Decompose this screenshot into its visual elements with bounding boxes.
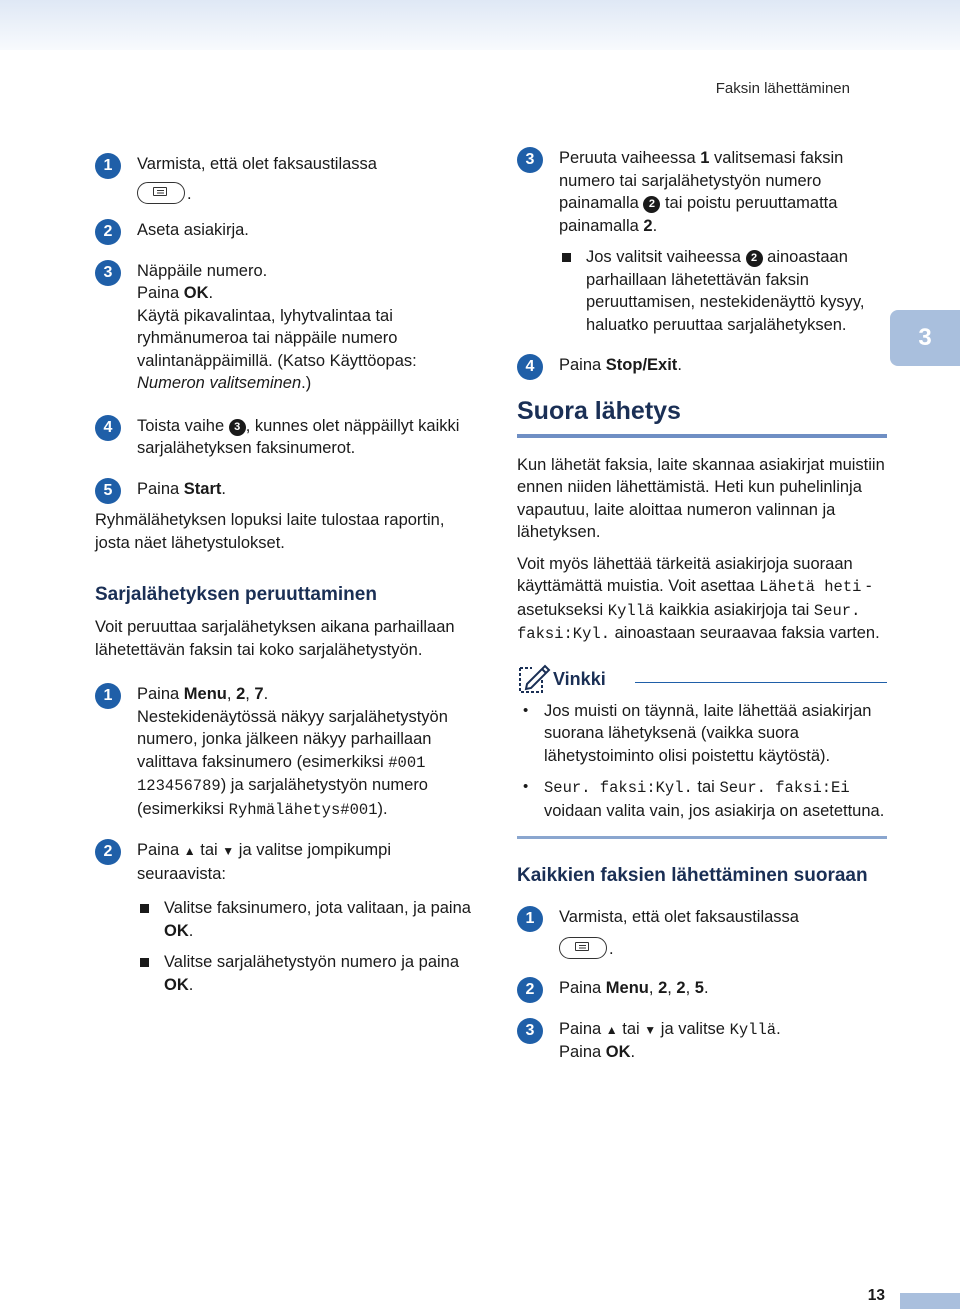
step-number: 5 xyxy=(95,478,121,504)
sub-heading: Kaikkien faksien lähettäminen suoraan xyxy=(517,865,868,886)
lcd-text: Kyllä xyxy=(607,601,655,620)
running-head: Faksin lähettäminen xyxy=(715,80,850,97)
step-tail: . xyxy=(187,184,192,203)
option-text: Valitse faksinumero, jota valitaan, ja paina xyxy=(164,899,471,917)
reference-link[interactable]: Numeron valitseminen xyxy=(137,374,302,392)
ok-key-label: OK xyxy=(164,975,189,994)
step-number: 1 xyxy=(95,683,121,709)
para-text: kaikkia asiakirjoja tai xyxy=(654,600,814,619)
step-text: Aseta asiakirja. xyxy=(137,221,249,239)
punct: . xyxy=(652,216,658,235)
page-number: 13 xyxy=(867,1287,885,1304)
page-bar xyxy=(900,1293,960,1309)
note-box xyxy=(517,662,887,840)
cancel-options xyxy=(137,897,475,996)
stop-exit-key-label: Stop/Exit xyxy=(605,356,678,374)
option-text: ainoastaan parhaillaan lähetettävän faksin peruuttamisen, nestekidenäyttö kysyy, haluatko peruuttaa sarjalähetyksen. xyxy=(586,248,865,334)
step-text: tai xyxy=(195,841,223,859)
step-number: 2 xyxy=(517,977,543,1003)
note-bottom-rule xyxy=(517,836,887,839)
step-text: , kunnes olet näppäillyt kaikki sarjalähetyksen faksinumerot. xyxy=(137,416,460,457)
para-text: -asetukseksi xyxy=(517,577,872,619)
lcd-text: Seur. faksi:Kyl. xyxy=(544,779,693,797)
step-5 xyxy=(95,478,475,501)
step-text: Varmista, että olet faksaustilassa xyxy=(137,155,377,173)
step-text: Paina xyxy=(559,356,606,374)
step-body: Käytä pikavalintaa, lyhytvalintaa tai ryhmänumeroa tai näppäile numero valintanäppäimillä. (Katso Käyttöopas: xyxy=(137,306,417,370)
lcd-text: #001 123456789 xyxy=(137,753,426,795)
step-body: ) ja sarjalähetystyön numero (esimerkiksi xyxy=(137,776,428,818)
step-number: 4 xyxy=(517,354,543,380)
option-text: Jos valitsit vaiheessa xyxy=(586,248,746,266)
header-band xyxy=(0,0,960,50)
note-rule xyxy=(635,682,887,684)
option-item xyxy=(559,246,887,336)
step-number: 1 xyxy=(95,153,121,179)
step-number: 3 xyxy=(95,260,121,286)
start-key-label: Start xyxy=(183,479,222,498)
cancel-step-4 xyxy=(517,354,887,377)
key-label: 5 xyxy=(694,979,704,997)
punct: , xyxy=(245,685,255,703)
step-text: tai poistu peruuttamatta painamalla xyxy=(559,194,838,235)
section-paragraph: Kun lähetät faksia, laite skannaa asiakirjat muistiin ennen niiden lähettämistä. Heti kun puhelinlinja vapautuu, laite aloittaa numeron valinnan ja lähetyksen. xyxy=(517,455,885,541)
up-arrow-icon: ▲ xyxy=(605,1022,618,1037)
down-arrow-icon: ▼ xyxy=(644,1022,657,1037)
cancel-intro: Voit peruuttaa sarjalähetyksen aikana parhaillaan lähetettävän faksin tai koko sarjalähetystyön. xyxy=(95,618,455,659)
up-arrow-icon: ▲ xyxy=(183,844,196,858)
menu-key-label: Menu xyxy=(605,979,649,997)
step-number: 2 xyxy=(95,219,121,245)
step-body: Nestekidenäytössä näkyy sarjalähetystyön numero, jonka jälkeen näkyy parhaillaan valittava faksinumero (esimerkiksi xyxy=(137,707,448,771)
note-text: tai xyxy=(692,778,720,796)
direct-step-1 xyxy=(517,906,887,960)
note-item xyxy=(517,776,887,822)
step-number: 3 xyxy=(517,1018,543,1044)
step-text: Varmista, että olet faksaustilassa xyxy=(559,908,799,926)
cancel-step-2 xyxy=(95,839,475,885)
key-label: 1 xyxy=(700,149,710,167)
ok-key-label: OK xyxy=(183,284,209,302)
punct: . xyxy=(263,685,269,703)
option-item xyxy=(137,951,475,996)
step-text: Toista vaihe xyxy=(137,416,229,435)
step-3 xyxy=(95,260,475,395)
section-title: Suora lähetys xyxy=(517,397,887,438)
step-number: 2 xyxy=(95,839,121,865)
fax-key-icon xyxy=(559,937,607,959)
section-paragraph-2 xyxy=(517,553,887,646)
key-label: 7 xyxy=(254,685,264,703)
step-ref-badge: 2 xyxy=(643,196,660,213)
lcd-text: Seur. faksi:Ei xyxy=(719,779,850,797)
step-text: Paina xyxy=(137,841,184,859)
key-label: 2 xyxy=(676,979,686,997)
step-text: Paina xyxy=(559,1019,606,1038)
cancel-step-1 xyxy=(95,683,475,821)
lcd-text: Kyllä xyxy=(729,1020,777,1039)
note-text: voidaan valita vain, jos asiakirja on asetettuna. xyxy=(544,801,885,820)
punct: . xyxy=(630,1043,636,1061)
step-text: ja valitse jompikumpi seuraavista: xyxy=(137,841,391,883)
direct-step-2 xyxy=(517,977,887,1000)
ok-key-label: OK xyxy=(164,921,189,940)
step-text: ja valitse xyxy=(656,1019,730,1038)
punct: . xyxy=(188,921,194,940)
key-label: 2 xyxy=(643,216,653,235)
punct: , xyxy=(648,979,659,997)
step-number: 3 xyxy=(517,147,543,173)
step-text: Paina xyxy=(137,479,184,498)
step-ref-badge: 2 xyxy=(746,250,763,267)
punct: . xyxy=(609,939,614,958)
pencil-note-icon xyxy=(517,662,551,694)
step-1 xyxy=(95,153,475,205)
cancel-heading: Sarjalähetyksen peruuttaminen xyxy=(95,584,377,605)
punct: , xyxy=(226,685,237,703)
option-item xyxy=(137,897,475,942)
punct: . xyxy=(703,979,709,997)
punct: . xyxy=(188,975,194,994)
punct: .) xyxy=(301,374,312,392)
step-number: 4 xyxy=(95,415,121,441)
step-text: tai xyxy=(617,1019,645,1038)
step-2 xyxy=(95,219,475,242)
step-text: Näppäile numero. xyxy=(137,261,268,280)
punct: . xyxy=(221,479,226,498)
note-label: Vinkki xyxy=(553,668,606,689)
step-text: Paina xyxy=(137,685,184,703)
step-ref-badge: 3 xyxy=(229,419,246,436)
step-text: Paina xyxy=(559,1043,606,1061)
punct: , xyxy=(667,979,677,997)
ok-key-label: OK xyxy=(605,1043,631,1061)
step-text: valitsemasi faksin numero tai sarjalähetystyön numero painamalla xyxy=(559,149,844,212)
down-arrow-icon: ▼ xyxy=(222,844,235,858)
step-4 xyxy=(95,415,475,460)
step-number: 1 xyxy=(517,906,543,932)
note-header xyxy=(517,662,887,694)
right-column xyxy=(517,145,887,1064)
step3-note xyxy=(559,246,887,336)
fax-key-icon xyxy=(137,182,185,204)
note-item: • Jos muisti on täynnä, laite lähettää asiakirjan suorana lähetyksenä (vaikka suora lähetystoiminto olisi poistettu käytöstä). xyxy=(517,700,887,768)
key-label: 2 xyxy=(658,979,668,997)
para-text: Voit myös lähettää tärkeitä asiakirjoja suoraan käyttämättä muistia. Voit asettaa xyxy=(517,554,853,595)
after-steps-text: Ryhmälähetyksen lopuksi laite tulostaa raportin, josta näet lähetystulokset. xyxy=(95,511,445,552)
punct: , xyxy=(685,979,695,997)
step-text: Paina xyxy=(559,979,606,997)
para-text: ainoastaan seuraavaa faksia varten. xyxy=(610,624,880,642)
option-text: Valitse sarjalähetystyön numero ja paina xyxy=(164,953,460,971)
step-text: Peruuta vaiheessa xyxy=(559,149,701,167)
direct-step-3 xyxy=(517,1018,887,1064)
punct: . xyxy=(208,284,214,302)
key-label: 2 xyxy=(236,685,246,703)
press-text: Paina xyxy=(137,284,184,302)
chapter-tab: 3 xyxy=(890,310,960,366)
cancel-step-3 xyxy=(517,147,887,237)
punct: ). xyxy=(377,799,388,818)
punct: . xyxy=(677,356,682,374)
lcd-text: Ryhmälähetys#001 xyxy=(228,800,378,819)
lcd-text: Seur. faksi:Kyl. xyxy=(517,601,861,643)
menu-key-label: Menu xyxy=(183,685,227,703)
lcd-text: Lähetä heti xyxy=(759,578,862,596)
punct: . xyxy=(776,1019,781,1038)
left-column xyxy=(95,145,475,996)
